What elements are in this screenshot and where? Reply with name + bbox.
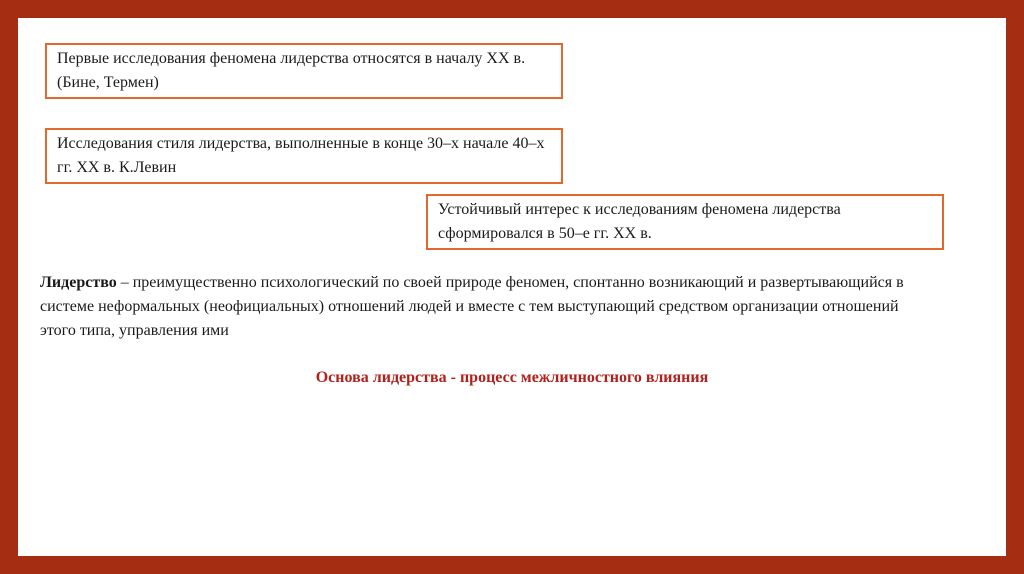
leadership-definition [40,271,920,343]
history-box-1 [45,43,563,99]
history-box-2-text: Исследования стиля лидерства, выполненные в конце 30–х начале 40–х гг. XX в. К.Левин [57,135,545,176]
history-box-2 [45,128,563,184]
definition-text: – преимущественно психологический по своей природе феномен, спонтанно возникающий и развертывающийся в системе неформальных (неофициальных) отношений людей и вместе с тем выступающий средством организации отношений этого типа, управления ими [40,274,904,339]
history-box-1-text: Первые исследования феномена лидерства относятся в началу XX в. (Бине, Термен) [57,50,526,91]
history-box-3-text: Устойчивый интерес к исследованиям феномена лидерства сформировался в 50–е гг. XX в. [438,201,841,242]
slide [18,18,1006,556]
history-box-3 [426,194,944,250]
definition-term: Лидерство [40,274,117,291]
key-statement: Основа лидерства - процесс межличностного влияния [315,369,709,386]
